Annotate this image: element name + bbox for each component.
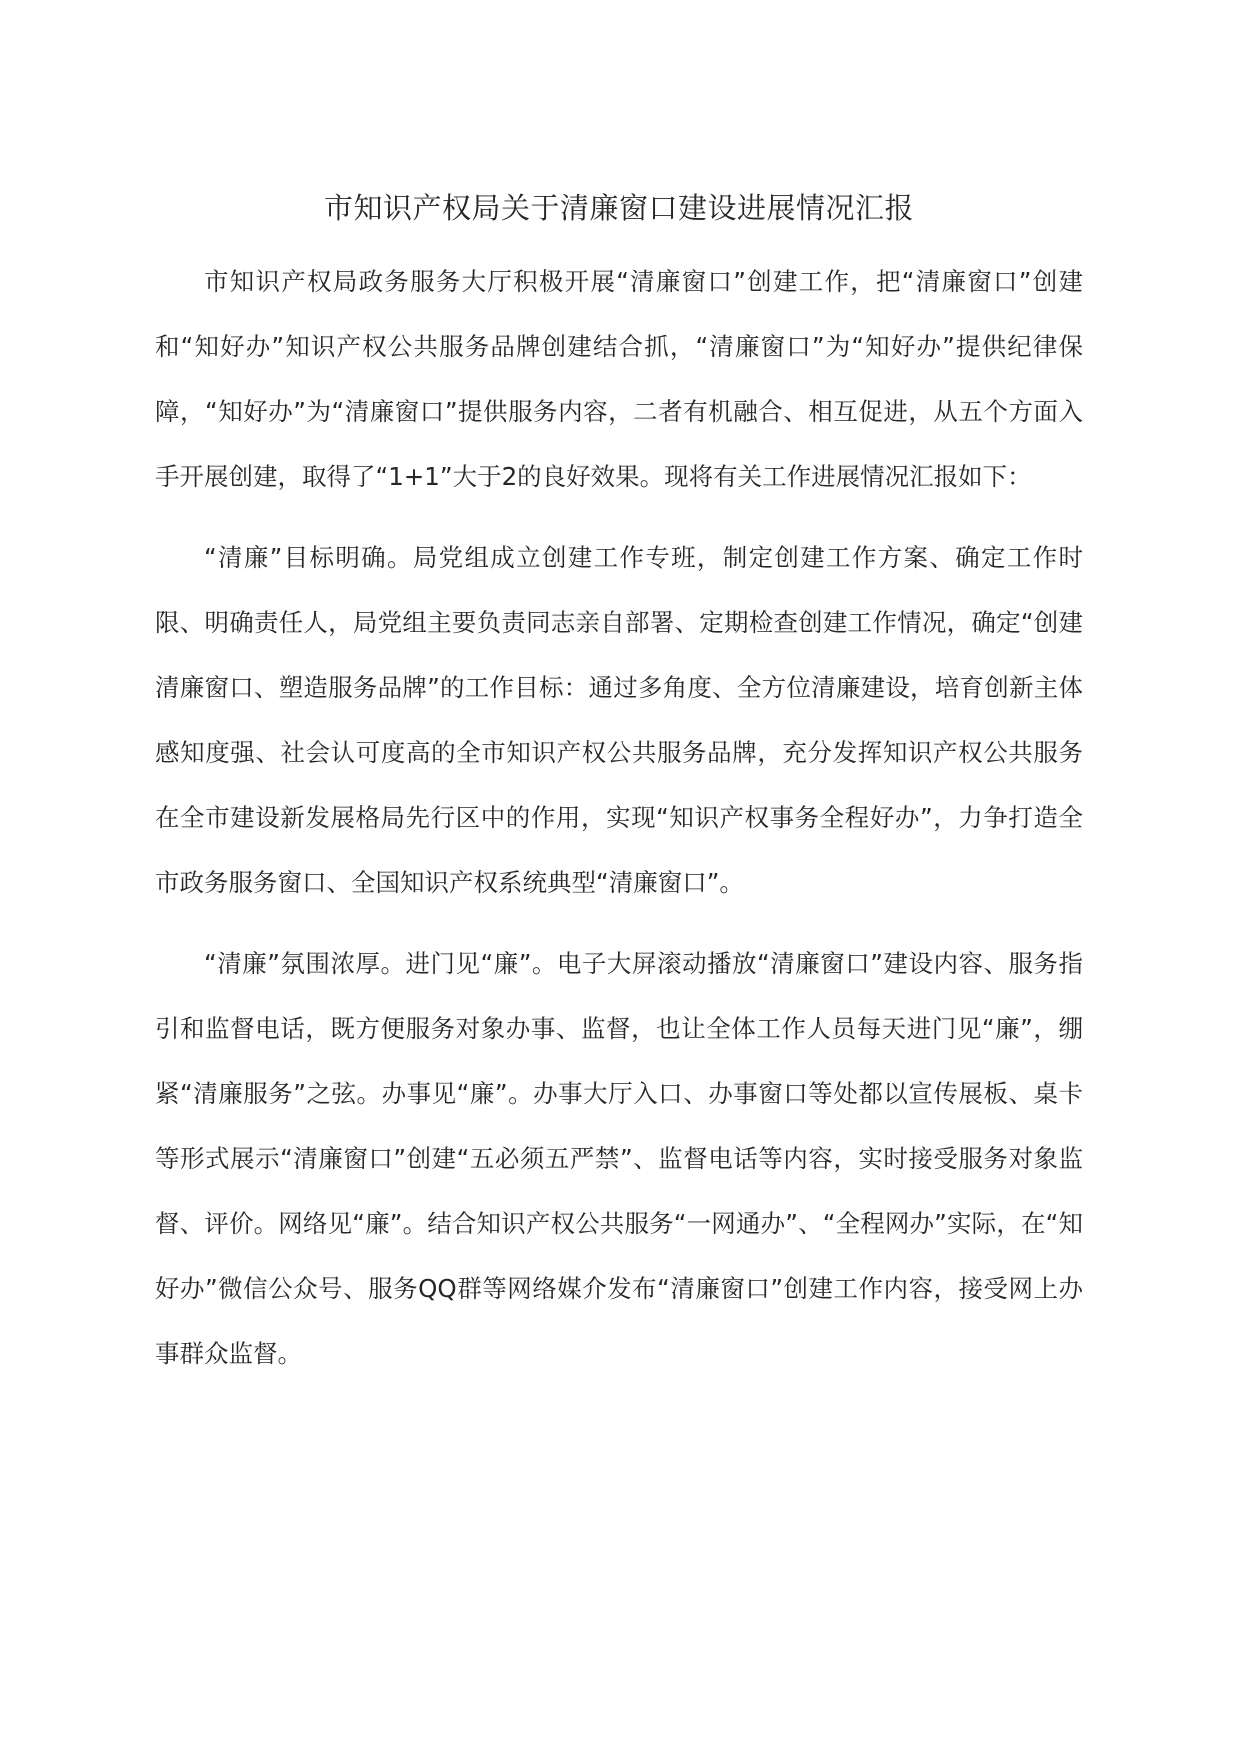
document-body — [155, 188, 1083, 1386]
document-title: 市知识产权局关于清廉窗口建设进展情况汇报 — [323, 191, 914, 225]
paragraph-goal: “清廉”目标明确。局党组成立创建工作专班，制定创建工作方案、确定工作时限、明确责任人，局党组主要负责同志亲自部署、定期检查创建工作情况，确定“创建清廉窗口、塑造服务品牌”的工作目标：通过多角度、全方位清廉建设，培育创新主体感知度强、社会认可度高的全市知识产权公共服务品牌，充分发挥知识产权公共服务在全市建设新发展格局先行区中的作用，实现“知识产权事务全程好办”，力争打造全市政务服务窗口、全国知识产权系统典型“清廉窗口”。 — [155, 543, 1083, 897]
paragraph-intro: 市知识产权局政务服务大厅积极开展“清廉窗口”创建工作，把“清廉窗口”创建和“知好办”知识产权公共服务品牌创建结合抓，“清廉窗口”为“知好办”提供纪律保障，“知好办”为“清廉窗口”提供服务内容，二者有机融合、相互促进，从五个方面入手开展创建，取得了“1+1”大于2的良好效果。现将有关工作进展情况汇报如下： — [155, 267, 1083, 491]
paragraph-atmosphere: “清廉”氛围浓厚。进门见“廉”。电子大屏滚动播放“清廉窗口”建设内容、服务指引和监督电话，既方便服务对象办事、监督，也让全体工作人员每天进门见“廉”，绷紧“清廉服务”之弦。办事见“廉”。办事大厅入口、办事窗口等处都以宣传展板、桌卡等形式展示“清廉窗口”创建“五必须五严禁”、监督电话等内容，实时接受服务对象监督、评价。网络见“廉”。结合知识产权公共服务“一网通办”、“全程网办”实际，在“知好办”微信公众号、服务QQ群等网络媒介发布“清廉窗口”创建工作内容，接受网上办事群众监督。 — [155, 949, 1083, 1368]
